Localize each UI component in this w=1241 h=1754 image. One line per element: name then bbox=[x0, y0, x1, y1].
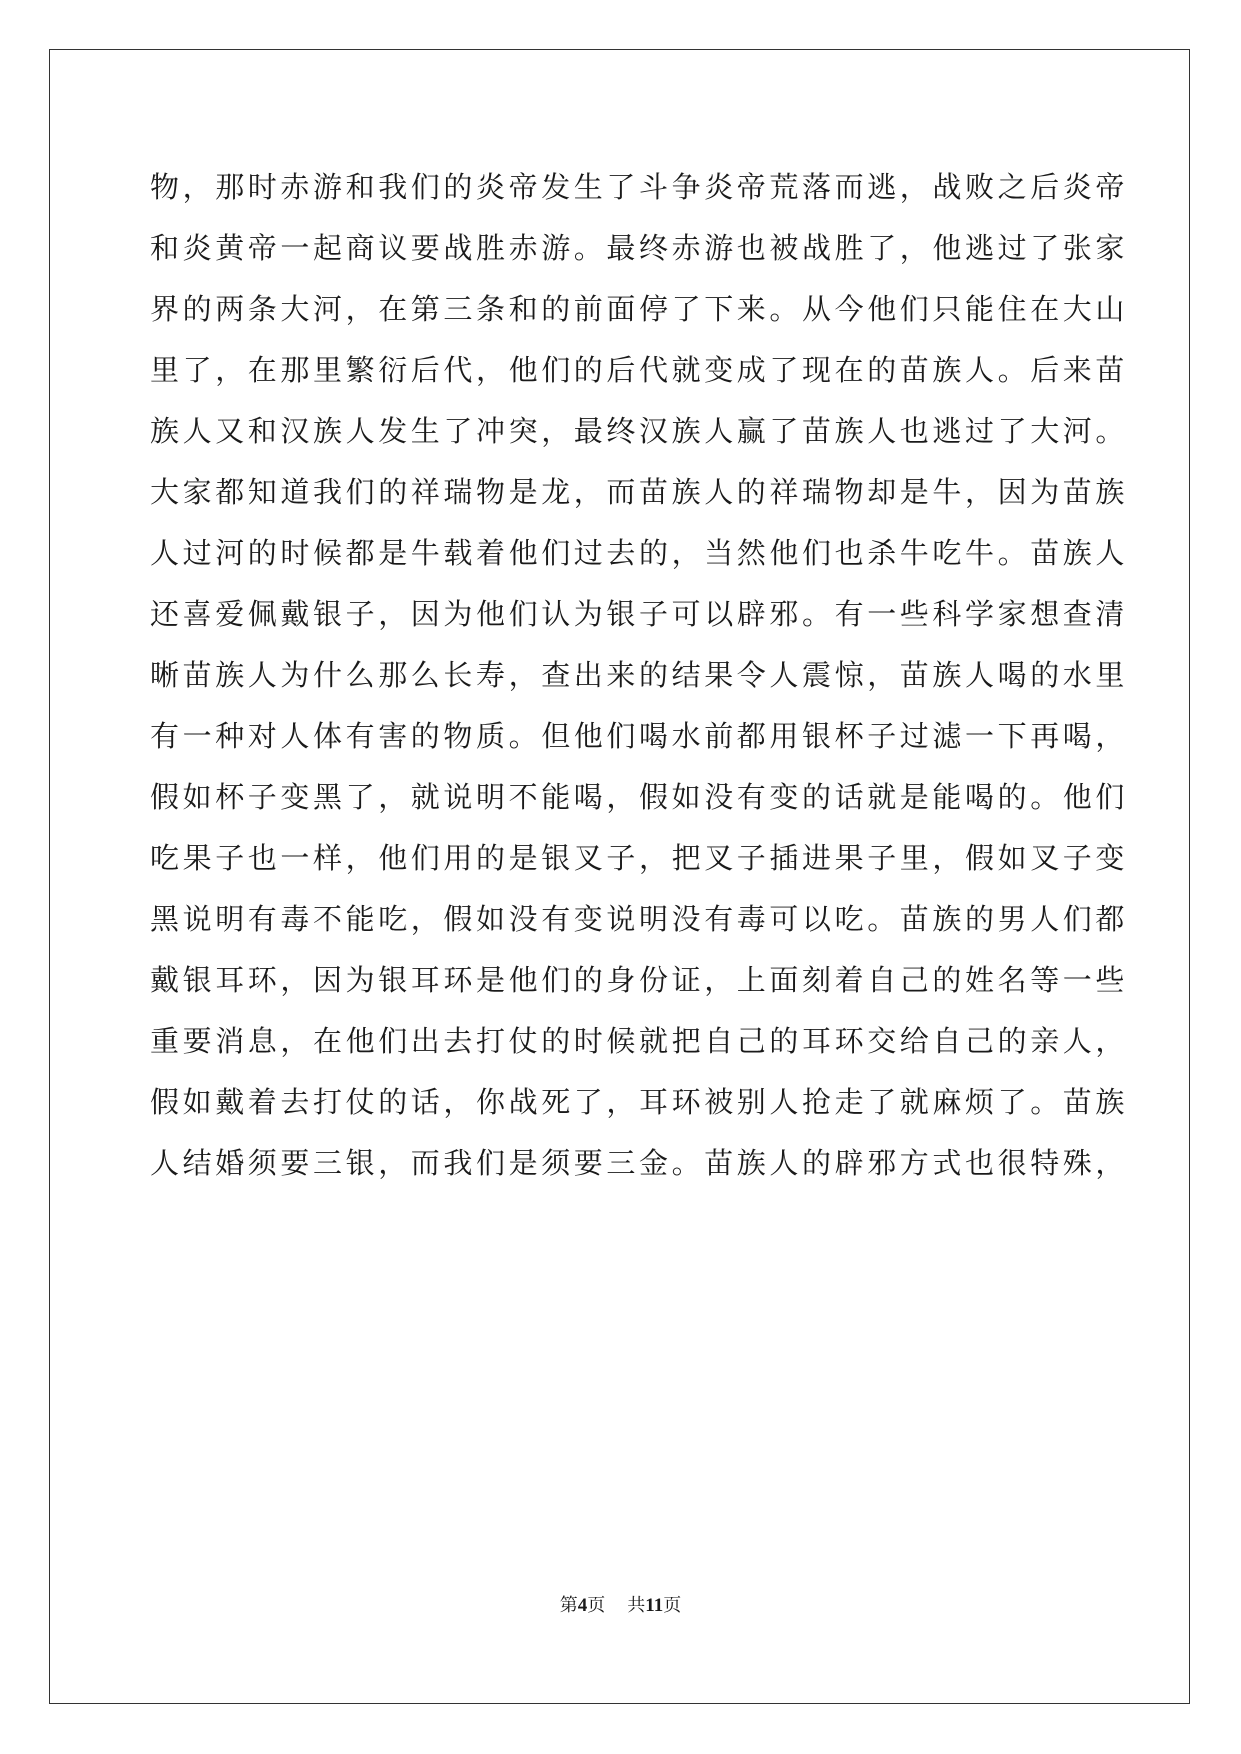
text-line: 吃果子也一样，他们用的是银叉子，把叉子插进果子里，假如叉子变 bbox=[150, 841, 1129, 875]
page-footer bbox=[0, 1591, 1241, 1617]
text-line: 假如杯子变黑了，就说明不能喝，假如没有变的话就是能喝的。他们 bbox=[150, 780, 1129, 814]
text-line: 族人又和汉族人发生了冲突，最终汉族人赢了苗族人也逃过了大河。 bbox=[150, 414, 1129, 448]
text-line: 戴银耳环，因为银耳环是他们的身份证，上面刻着自己的姓名等一些 bbox=[150, 963, 1129, 997]
footer-page-prefix: 第 bbox=[559, 1595, 578, 1616]
text-line: 有一种对人体有害的物质。但他们喝水前都用银杯子过滤一下再喝， bbox=[150, 719, 1129, 753]
text-line: 假如戴着去打仗的话，你战死了，耳环被别人抢走了就麻烦了。苗族 bbox=[150, 1085, 1129, 1119]
text-line: 还喜爱佩戴银子，因为他们认为银子可以辟邪。有一些科学家想查清 bbox=[150, 597, 1129, 631]
footer-page-suffix: 页 bbox=[587, 1595, 606, 1616]
footer-total-pages: 11 bbox=[645, 1595, 664, 1616]
footer-page-number: 4 bbox=[577, 1595, 588, 1616]
text-line: 晰苗族人为什么那么长寿，查出来的结果令人震惊，苗族人喝的水里 bbox=[150, 658, 1129, 692]
text-line: 和炎黄帝一起商议要战胜赤游。最终赤游也被战胜了，他逃过了张家 bbox=[150, 231, 1129, 265]
text-line: 人过河的时候都是牛载着他们过去的，当然他们也杀牛吃牛。苗族人 bbox=[150, 536, 1129, 570]
text-line: 重要消息，在他们出去打仗的时候就把自己的耳环交给自己的亲人， bbox=[150, 1024, 1129, 1058]
footer-total-prefix: 共 bbox=[627, 1595, 646, 1616]
text-line: 物，那时赤游和我们的炎帝发生了斗争炎帝荒落而逃，战败之后炎帝 bbox=[150, 170, 1129, 204]
text-line: 里了，在那里繁衍后代，他们的后代就变成了现在的苗族人。后来苗 bbox=[150, 353, 1129, 387]
document-body bbox=[150, 157, 1129, 1194]
text-line: 人结婚须要三银，而我们是须要三金。苗族人的辟邪方式也很特殊， bbox=[150, 1146, 1129, 1180]
footer-total-suffix: 页 bbox=[663, 1595, 682, 1616]
text-line: 界的两条大河，在第三条和的前面停了下来。从今他们只能住在大山 bbox=[150, 292, 1129, 326]
text-line: 大家都知道我们的祥瑞物是龙，而苗族人的祥瑞物却是牛，因为苗族 bbox=[150, 475, 1129, 509]
text-line: 黑说明有毒不能吃，假如没有变说明没有毒可以吃。苗族的男人们都 bbox=[150, 902, 1129, 936]
